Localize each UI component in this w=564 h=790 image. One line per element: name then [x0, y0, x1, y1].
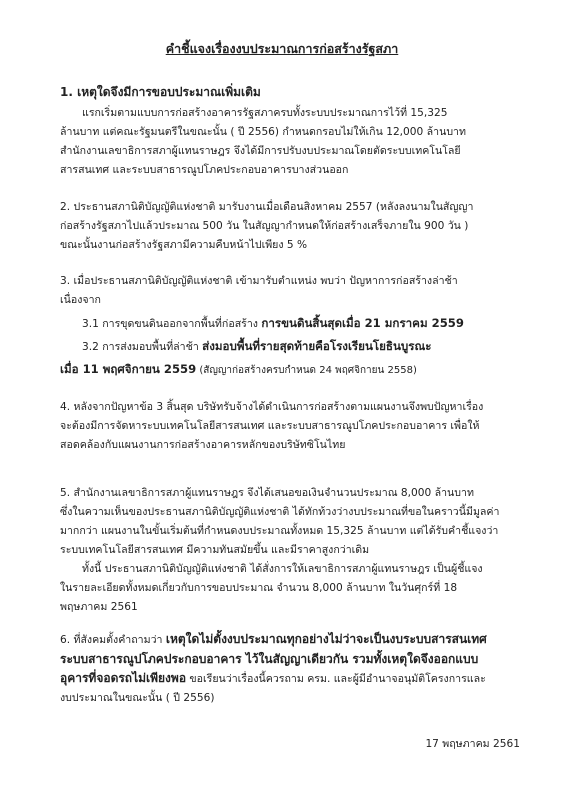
section-1-line-1: แรกเริ่มตามแบบการก่อสร้างอาคารรัฐสภาครบทั้งระบบประมาณการไว้ที่ 15,325 — [82, 107, 448, 119]
section-1-line-3: สำนักงานเลขาธิการสภาผู้แทนราษฎร จึงได้มีการปรับงบประมาณโดยตัดระบบเทคโนโลยี — [60, 145, 461, 157]
section-4-line-3: สอดคล้องกับแผนงานการก่อสร้างอาคารหลักของบริษัทซิโนไทย — [60, 439, 346, 451]
document-title: คำชี้แจงเรื่องงบประมาณการก่อสร้างรัฐสภา — [165, 41, 399, 56]
section-5-line-2: ซึ่งในความเห็นของประธานสภานิติบัญญัติแห่งชาติ ได้ทักท้วงว่างบประมาณที่ขอในคราวนี้มีมูลค่า — [60, 506, 500, 518]
section-3-item-2-date: เมื่อ 11 พฤศจิกายน 2559 — [60, 362, 197, 376]
section-3-item-1 — [60, 314, 526, 334]
section-3-item-1-text: 3.1 การขุดขนดินออกจากพื้นที่ก่อสร้าง — [82, 318, 262, 330]
section-3-item-1-bold: การขนดินสิ้นสุดเมื่อ 21 มกราคม 2559 — [261, 316, 464, 330]
section-6-line-3-text: ขอเรียนว่าเรื่องนี้ควรถาม ครม. และผู้มีอำนาจอนุมัติโครงการและ — [186, 673, 486, 685]
section-2 — [60, 198, 526, 255]
section-1-line-4: สารสนเทศ และระบบสาธารณูปโภคประกอบอาคารบางส่วนออก — [60, 164, 349, 176]
section-3-item-2 — [60, 337, 526, 357]
section-1-line-2: ล้านบาท แต่คณะรัฐมนตรีในขณะนั้น ( ปี 2556) กำหนดกรอบไม่ให้เกิน 12,000 ล้านบาท — [60, 126, 466, 138]
section-3-line-2: เนื่องจาก — [60, 294, 101, 306]
section-1 — [60, 83, 526, 180]
section-5-line-1: 5. สำนักงานเลขาธิการสภาผู้แทนราษฎร จึงได้เสนอขอเงินจำนวนประมาณ 8,000 ล้านบาท — [60, 487, 474, 499]
section-5-line-4: ระบบเทคโนโลยีสารสนเทศ มีความทันสมัยขึ้น และมีราคาสูงกว่าเดิม — [60, 544, 370, 556]
section-4-line-1: 4. หลังจากปัญหาข้อ 3 สิ้นสุด บริษัทรับจ้างได้ดำเนินการก่อสร้างตามแผนงานจึงพบปัญหาเรื่อง — [60, 401, 484, 413]
section-3-item-2-bold: ส่งมอบพื้นที่รายสุดท้ายคือโรงเรียนโยธินบูรณะ — [202, 339, 432, 353]
section-6-line-4: งบประมาณในขณะนั้น ( ปี 2556) — [60, 692, 215, 704]
section-1-heading: 1. เหตุใดจึงมีการขอบประมาณเพิ่มเติม — [60, 85, 261, 99]
section-3-line-1: 3. เมื่อประธานสภานิติบัญญัติแห่งชาติ เข้ามารับตำแหน่ง พบว่า ปัญหาการก่อสร้างล่าช้า — [60, 275, 458, 287]
document-date: 17 พฤษภาคม 2561 — [425, 738, 520, 750]
section-6 — [60, 630, 526, 708]
section-3-item-2-line-2 — [60, 360, 526, 380]
section-5-line-6: ในรายละเอียดทั้งหมดเกี่ยวกับการขอบประมาณ จำนวน 8,000 ล้านบาท ในวันศุกร์ที่ 18 — [60, 582, 458, 594]
section-3-item-2-text: 3.2 การส่งมอบพื้นที่ล่าช้า — [82, 341, 203, 353]
section-6-line-2: ระบบสาธารณูปโภคประกอบอาคาร ไว้ในสัญญาเดียวกัน รวมทั้งเหตุใดจึงออกแบบ — [60, 652, 479, 666]
section-5-line-5: ทั้งนี้ ประธานสภานิติบัญญัติแห่งชาติ ได้สั่งการให้เลขาธิการสภาผู้แทนราษฎร เป็นผู้ชี้แจง — [82, 563, 483, 575]
section-3-item-2-note: (สัญญาก่อสร้างครบกำหนด 24 พฤศจิกายน 2558) — [196, 365, 417, 376]
section-6-line-1-bold: เหตุใดไม่ตั้งงบประมาณทุกอย่างไม่ว่าจะเป็นงบระบบสารสนเทศ — [165, 632, 487, 646]
section-2-line-2: ก่อสร้างรัฐสภาไปแล้วประมาณ 500 วัน ในสัญญากำหนดให้ก่อสร้างเสร็จภายใน 900 วัน ) — [60, 220, 469, 232]
section-5 — [60, 484, 526, 617]
section-5-line-7: พฤษภาคม 2561 — [60, 601, 138, 613]
section-6-line-3-bold: อุคารที่จอดรถไม่เพียงพอ — [60, 671, 187, 685]
section-6-line-1 — [60, 630, 526, 650]
section-6-line-3 — [60, 669, 526, 689]
section-2-line-1: 2. ประธานสภานิติบัญญัติแห่งชาติ มารับงานเมื่อเดือนสิงหาคม 2557 (หลังลงนามในสัญญา — [60, 201, 474, 213]
section-3 — [60, 272, 526, 380]
section-4 — [60, 398, 526, 455]
section-4-line-2: จะต้องมีการจัดหาระบบเทคโนโลยีสารสนเทศ และระบบสาธารณูปโภคประกอบอาคาร เพื่อให้ — [60, 420, 480, 432]
section-5-line-3: มากกว่า แผนงานในขั้นเริ่มต้นที่กำหนดงบประมาณทั้งหมด 15,325 ล้านบาท แต่ได้รับคำชี้แจงว่า — [60, 525, 499, 537]
section-6-line-1-text: 6. ที่สังคมตั้งคำถามว่า — [60, 634, 166, 646]
section-2-line-3: ขณะนั้นงานก่อสร้างรัฐสภามีความคืบหน้าไปเพียง 5 % — [60, 239, 308, 251]
